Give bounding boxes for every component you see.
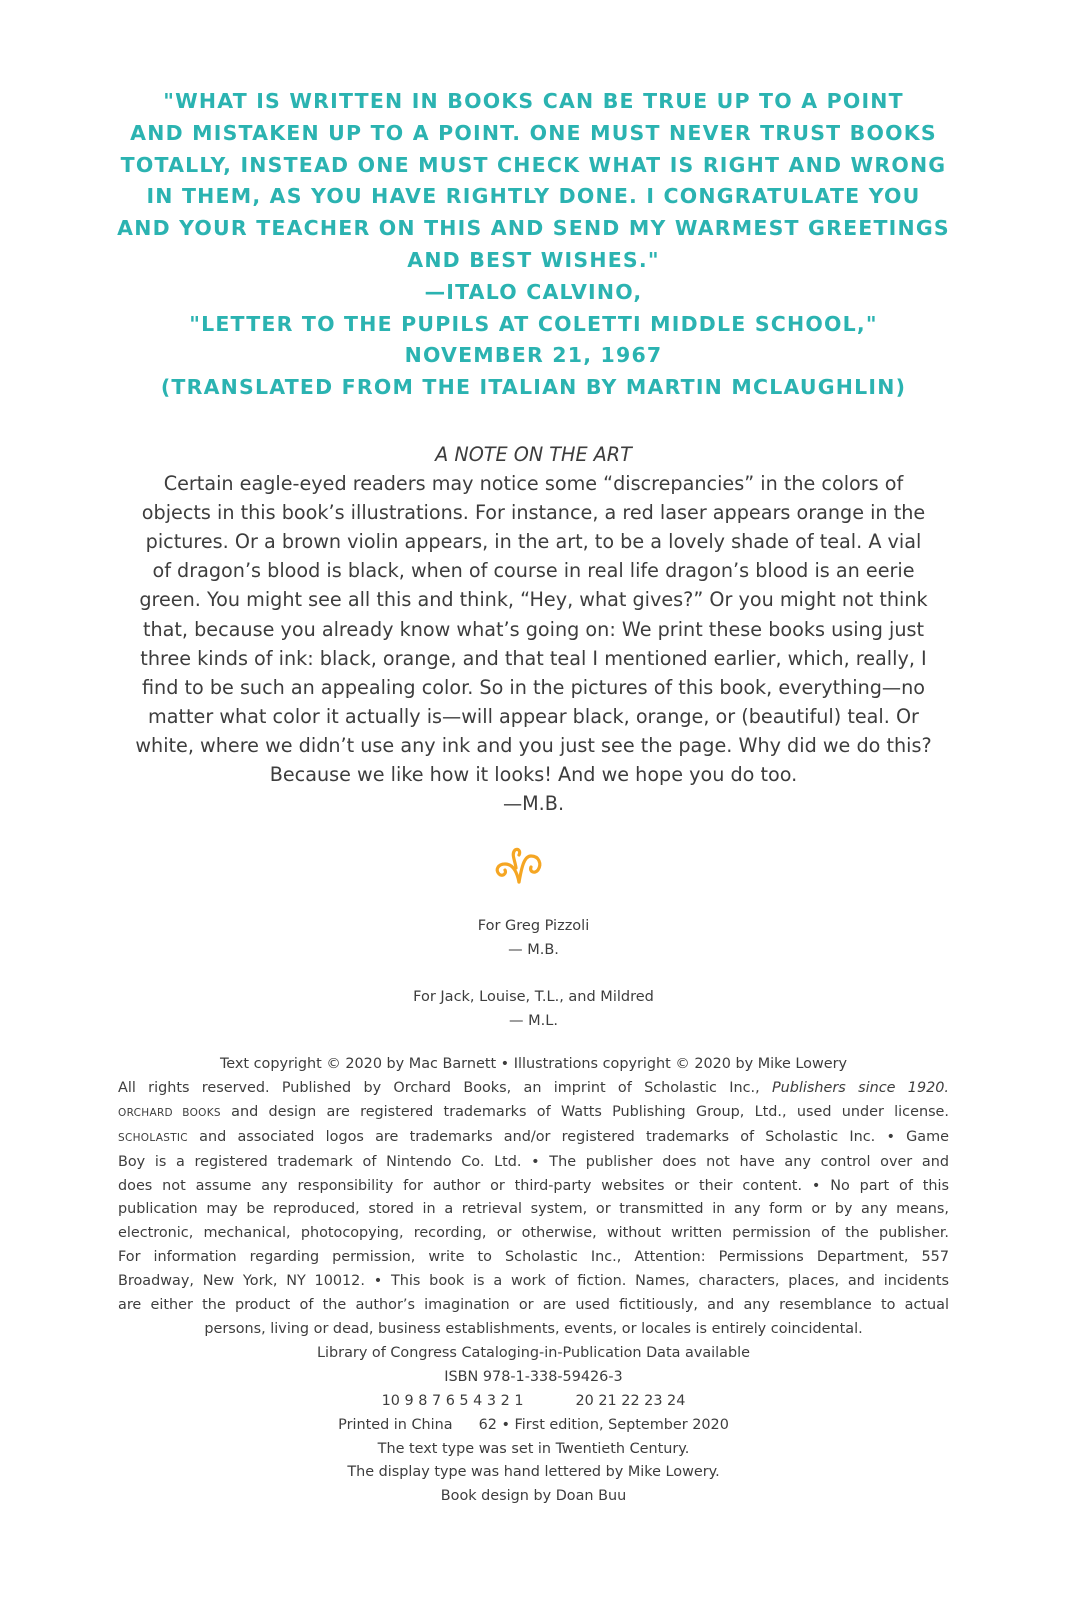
note-line: objects in this book’s illustrations. For instance, a red laser appears orange in the: [141, 501, 926, 525]
dedication-signature: — M.L.: [509, 1013, 558, 1029]
dedication-ml: [300, 985, 767, 1033]
legal-line: persons, living or dead, business establishments, events, or locales is entirely coincidental.: [204, 1320, 863, 1337]
isbn: ISBN 978-1-338-59426-3: [444, 1368, 623, 1385]
printed-in: Printed in China: [338, 1416, 453, 1433]
rights-text: All rights reserved. Published by Orchard Books, an imprint of Scholastic Inc.,: [118, 1079, 772, 1096]
quote-attribution: —ITALO CALVINO,: [424, 279, 643, 304]
note-line: that, because you already know what’s going on: We print these books using just: [142, 617, 925, 641]
quote-line: "WHAT IS WRITTEN IN BOOKS CAN BE TRUE UP TO A POINT: [163, 89, 904, 113]
quote-line: AND MISTAKEN UP TO A POINT. ONE MUST NEVER TRUST BOOKS: [130, 120, 937, 145]
trademark-text: and associated logos are trademarks and/or registered trademarks of Scholastic Inc. • Game: [187, 1128, 949, 1145]
printing-line: [118, 1390, 949, 1414]
orchard-books-smallcaps: ORCHARD BOOKS: [118, 1106, 221, 1119]
copyright-block: [118, 1053, 949, 1509]
note-line: green. You might see all this and think, “Hey, what gives?” Or you might not think: [139, 588, 928, 612]
legal-line: publication may be reproduced, stored in a retrieval system, or transmitted in any form or by any means,: [118, 1201, 949, 1218]
legal-line: For information regarding permission, write to Scholastic Inc., Attention: Permissions Department, 557: [118, 1249, 949, 1266]
edition: 62 • First edition, September 2020: [478, 1416, 729, 1433]
note-line: three kinds of ink: black, orange, and that teal I mentioned earlier, which, really, I: [140, 646, 927, 670]
note-line: matter what color it actually is—will appear black, orange, or (beautiful) teal. Or: [148, 704, 919, 728]
note-line: white, where we didn’t use any ink and you just see the page. Why did we do this?: [135, 733, 932, 757]
publishers-since: Publishers since 1920.: [771, 1079, 949, 1096]
cip-line: Library of Congress Cataloging-in-Publication Data available: [317, 1344, 750, 1361]
printing-years: 20 21 22 23 24: [575, 1392, 686, 1409]
quote-line: AND YOUR TEACHER ON THIS AND SEND MY WARMEST GREETINGS: [117, 216, 950, 241]
text-type: The text type was set in Twentieth Century.: [377, 1440, 690, 1457]
quote-date: NOVEMBER 21, 1967: [404, 343, 663, 368]
quote-source: "LETTER TO THE PUPILS AT COLETTI MIDDLE SCHOOL,": [189, 311, 878, 336]
book-design: Book design by Doan Buu: [440, 1488, 627, 1505]
note-line: of dragon’s blood is black, when of course in real life dragon’s blood is an eerie: [152, 559, 915, 583]
dedication-signature: — M.B.: [508, 942, 559, 958]
note-line: find to be such an appealing color. So in the pictures of this book, everything—no: [141, 675, 926, 699]
scholastic-smallcaps: SCHOLASTIC: [118, 1131, 188, 1144]
copyright-line: Text copyright © 2020 by Mac Barnett • Illustrations copyright © 2020 by Mike Lowery: [219, 1056, 848, 1072]
trademark-line: [118, 1126, 949, 1151]
display-type: The display type was hand lettered by Mike Lowery.: [347, 1464, 720, 1481]
note-line: pictures. Or a brown violin appears, in the art, to be a lovely shade of teal. A vial: [145, 530, 922, 554]
printing-numbers: 10 9 8 7 6 5 4 3 2 1: [381, 1392, 524, 1409]
quote-line: IN THEM, AS YOU HAVE RIGHTLY DONE. I CONGRATULATE YOU: [146, 184, 921, 209]
printed-line: [118, 1414, 949, 1438]
quote-line: TOTALLY, INSTEAD ONE MUST CHECK WHAT IS RIGHT AND WRONG: [120, 152, 947, 177]
legal-line: electronic, mechanical, photocopying, recording, or otherwise, without written permission of the publisher.: [118, 1225, 949, 1242]
note-line: Because we like how it looks! And we hope you do too.: [269, 763, 798, 787]
legal-line: Broadway, New York, NY 10012. • This book is a work of fiction. Names, characters, places, and incidents: [118, 1273, 949, 1290]
rights-line: [118, 1077, 949, 1101]
note-signature: —M.B.: [502, 792, 565, 816]
quote-line: AND BEST WISHES.": [407, 247, 660, 272]
dedication-line: For Jack, Louise, T.L., and Mildred: [413, 989, 654, 1005]
note-heading: A NOTE ON THE ART: [435, 443, 632, 466]
quote-translation: (TRANSLATED FROM THE ITALIAN BY MARTIN MCLAUGHLIN): [160, 375, 907, 400]
trademark-text: and design are registered trademarks of Watts Publishing Group, Ltd., used under license.: [220, 1103, 949, 1120]
legal-line: does not assume any responsibility for author or third-party websites or their content. • No part of this: [118, 1177, 949, 1194]
legal-line: are either the product of the author’s imagination or are used fictitiously, and any resemblance to actual: [118, 1297, 949, 1314]
epigraph-quote: [90, 86, 977, 404]
dedication-line: For Greg Pizzoli: [477, 918, 590, 934]
note-on-the-art: [100, 440, 967, 818]
trademark-line: [118, 1101, 949, 1126]
flourish-ornament-icon: [489, 842, 549, 888]
note-line: Certain eagle-eyed readers may notice some “discrepancies” in the colors of: [163, 472, 904, 496]
dedication-mb: [300, 914, 767, 962]
legal-line: Boy is a registered trademark of Nintendo Co. Ltd. • The publisher does not have any control over and: [118, 1153, 949, 1170]
